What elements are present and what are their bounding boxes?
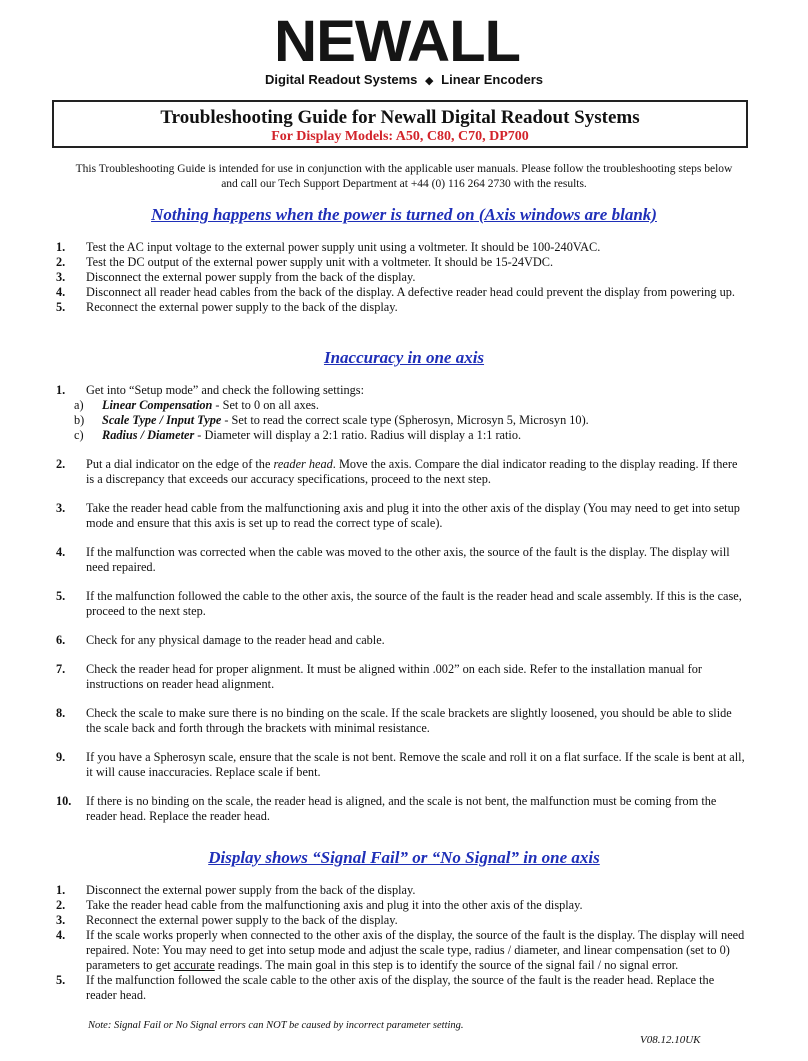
item-text: If the malfunction followed the scale cable to the other axis of the display, the source of the fault is the reader head. Replace the reader head. [86,973,715,1002]
item-text: Test the DC output of the external power supply unit with a voltmeter. It should be 15-24VDC. [86,255,554,269]
newall-logo: NEWALL [273,9,521,74]
item-text: Check for any physical damage to the reader head and cable. [86,633,385,647]
list-item [56,285,746,300]
item-number: 2. [56,255,66,269]
intro-paragraph [60,162,748,192]
item-text-a: If the scale works properly when connected to the other axis of the display, the source of the fault is the display. The display will need repaired. Note: You may need to get into setup mode and adjust the scale type, radius / diameter, and linear compensation (set to 0) parameters to get [86,928,745,972]
item-number: 4. [56,285,66,299]
item-number: 9. [56,750,66,764]
tagline-left: Digital Readout Systems [264,72,418,87]
display-models-subtitle: For Display Models: A50, C80, C70, DP700 [271,129,529,144]
item-number: 1. [56,383,66,397]
list-item [56,383,746,398]
version-label: V08.12.10UK [640,1034,701,1046]
item-number: 3. [56,913,66,927]
inaccuracy-steps-list [56,383,746,824]
list-item [56,240,746,255]
item-text: Take the reader head cable from the malfunctioning axis and plug it into the other axis of the display (You may need to get into setup mode and ensure that this axis is set up to read the correct type of scale). [86,501,740,530]
sub-item-text: - Set to 0 on all axes. [212,398,319,412]
sub-item [56,413,746,428]
list-item [56,633,746,648]
item-text-b: . Move the axis. Compare the dial indicator reading to the display reading. If there is a discrepancy that exceeds our accuracy specifications, proceed to the next step. [86,457,738,486]
signal-fail-note: Note: Signal Fail or No Signal errors can NOT be caused by incorrect parameter setting. [88,1020,464,1031]
list-item [56,706,746,736]
item-text-italic: reader head [273,457,333,471]
item-number: 10. [56,794,72,808]
list-item [56,501,746,531]
item-text: Reconnect the external power supply to the back of the display. [86,300,398,314]
section-heading-inaccuracy: Inaccuracy in one axis [323,348,485,367]
item-text-a: Put a dial indicator on the edge of the [86,457,274,471]
page-title: Troubleshooting Guide for Newall Digital Readout Systems [160,107,640,128]
list-item [56,300,746,315]
item-text: If you have a Spherosyn scale, ensure that the scale is not bent. Remove the scale and roll it on a flat surface. If the scale is bent at all, it will cause inaccuracies. Replace scale if bent. [86,750,745,779]
item-text: If the malfunction was corrected when the cable was moved to the other axis, the source of the fault is the display. The display will need repaired. [86,545,730,574]
item-text: If the malfunction followed the cable to the other axis, the source of the fault is the reader head and scale assembly. If this is the case, proceed to the next step. [86,589,742,618]
item-number: 4. [56,928,66,942]
intro-line-1: This Troubleshooting Guide is intended for use in conjunction with the applicable user manuals. Please follow the troubleshooting steps below [75,163,733,175]
item-text: Test the AC input voltage to the external power supply unit using a voltmeter. It should be 100-240VAC. [86,240,601,254]
list-item [56,589,746,619]
item-text: If there is no binding on the scale, the reader head is aligned, and the scale is not bent, the malfunction must be coming from the reader head. Replace the reader head. [86,794,717,823]
item-number: 3. [56,270,66,284]
list-item [56,928,746,973]
item-number: 1. [56,883,66,897]
item-text: Check the reader head for proper alignment. It must be aligned within .002” on each side. Refer to the installation manual for instructions on reader head alignment. [86,662,703,691]
item-number: 1. [56,240,66,254]
power-steps-list [56,240,746,315]
list-item [56,457,746,487]
item-text: Reconnect the external power supply to the back of the display. [86,913,398,927]
item-number: 3. [56,501,66,515]
list-item [56,883,746,898]
item-text-underline: accurate [173,958,215,972]
sub-item [56,398,746,413]
list-item [56,750,746,780]
sub-item-letter: c) [74,428,84,442]
title-box [52,100,748,148]
list-item [56,913,746,928]
item-number: 5. [56,589,66,603]
item-text: Disconnect the external power supply from the back of the display. [86,883,416,897]
item-number: 4. [56,545,66,559]
item-number: 7. [56,662,66,676]
sub-item-letter: b) [74,413,85,427]
list-item [56,270,746,285]
item-number: 6. [56,633,66,647]
sub-item-label: Radius / Diameter [102,428,195,442]
list-item [56,898,746,913]
list-item [56,973,746,1003]
item-text: Disconnect all reader head cables from the back of the display. A defective reader head could prevent the display from powering up. [86,285,735,299]
item-text: Get into “Setup mode” and check the following settings: [86,383,364,397]
signal-fail-steps-list [56,883,746,1003]
diamond-icon: ◆ [425,75,434,87]
item-text: Take the reader head cable from the malfunctioning axis and plug it into the other axis of the display. [86,898,583,912]
item-number: 2. [56,457,66,471]
sub-item-text: - Diameter will display a 2:1 ratio. Radius will display a 1:1 ratio. [194,428,522,442]
sub-item-label: Linear Compensation [102,398,213,412]
list-item [56,662,746,692]
sub-item-letter: a) [74,398,84,412]
intro-line-2: and call our Tech Support Department at +44 (0) 116 264 2730 with the results. [221,178,587,190]
item-text: Check the scale to make sure there is no binding on the scale. If the scale brackets are slightly loosened, you should be able to slide the scale back and forth through the brackets with minimal resistance. [86,706,732,735]
sub-item-label: Scale Type / Input Type [102,413,222,427]
list-item [56,545,746,575]
list-item [56,794,746,824]
item-number: 5. [56,973,66,987]
item-text: Disconnect the external power supply from the back of the display. [86,270,416,284]
section-heading-power: Nothing happens when the power is turned on (Axis windows are blank) [151,205,657,224]
tagline [0,72,808,87]
item-text-b: readings. The main goal in this step is to identify the source of the signal fail / no signal error. [214,958,679,972]
item-number: 8. [56,706,66,720]
tagline-right: Linear Encoders [441,72,544,87]
sub-item [56,428,746,443]
item-number: 2. [56,898,66,912]
section-heading-signal-fail: Display shows “Signal Fail” or “No Signal” in one axis [208,848,600,867]
list-item [56,255,746,270]
item-number: 5. [56,300,66,314]
sub-item-text: - Set to read the correct scale type (Spherosyn, Microsyn 5, Microsyn 10). [221,413,589,427]
